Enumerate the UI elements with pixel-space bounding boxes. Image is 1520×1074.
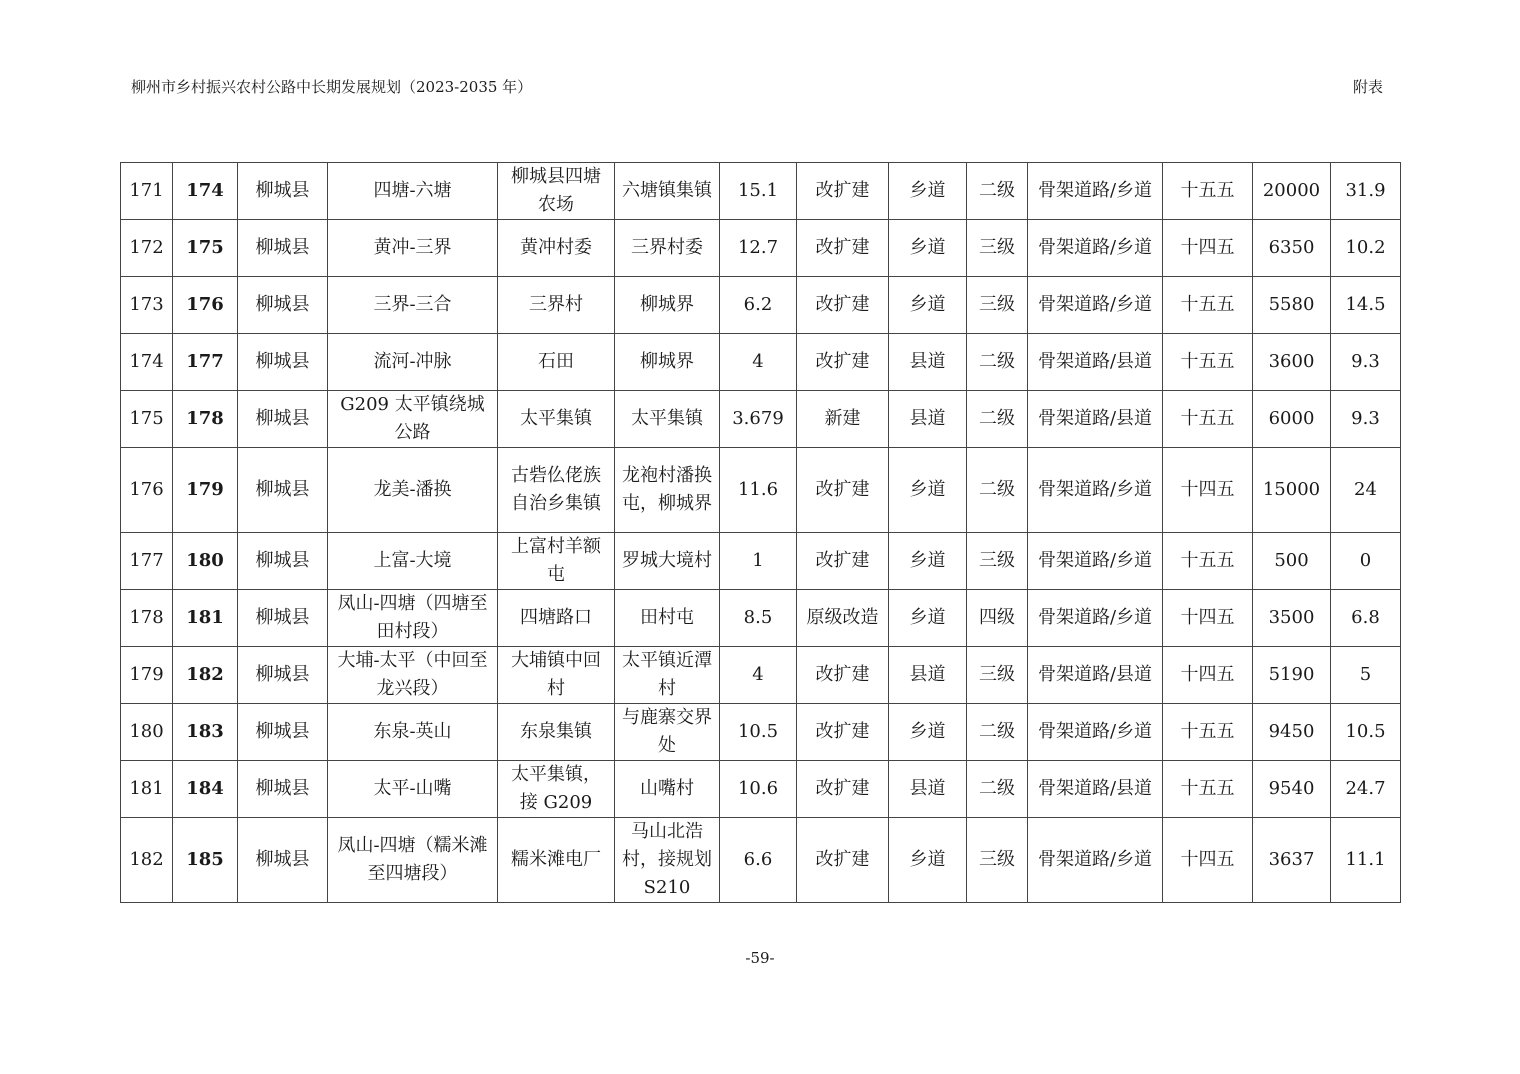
cell-plan-period: 十五五 <box>1163 277 1253 334</box>
cell-project-number: 185 <box>173 818 238 903</box>
cell-road-category: 骨架道路/乡道 <box>1028 704 1163 761</box>
cell-ratio: 24 <box>1331 448 1401 533</box>
cell-end-point: 马山北浩村，接规划 S210 <box>615 818 720 903</box>
cell-technical-grade: 二级 <box>967 448 1028 533</box>
table-row <box>121 334 1401 391</box>
table-row <box>121 448 1401 533</box>
cell-project-number: 180 <box>173 533 238 590</box>
cell-road-category: 骨架道路/乡道 <box>1028 533 1163 590</box>
cell-route-name: 凤山-四塘（四塘至田村段） <box>328 590 498 647</box>
cell-ratio: 31.9 <box>1331 163 1401 220</box>
cell-project-number: 177 <box>173 334 238 391</box>
cell-construction-type: 改扩建 <box>797 533 889 590</box>
cell-county: 柳城县 <box>238 391 328 448</box>
cell-start-point: 太平集镇，接 G209 <box>498 761 615 818</box>
cell-technical-grade: 三级 <box>967 647 1028 704</box>
cell-construction-type: 改扩建 <box>797 761 889 818</box>
cell-investment: 20000 <box>1253 163 1331 220</box>
cell-start-point: 三界村 <box>498 277 615 334</box>
cell-start-point: 大埔镇中回村 <box>498 647 615 704</box>
cell-technical-grade: 二级 <box>967 761 1028 818</box>
cell-technical-grade: 二级 <box>967 704 1028 761</box>
cell-investment: 500 <box>1253 533 1331 590</box>
cell-investment: 15000 <box>1253 448 1331 533</box>
cell-length: 6.6 <box>720 818 797 903</box>
cell-county: 柳城县 <box>238 704 328 761</box>
cell-start-point: 糯米滩电厂 <box>498 818 615 903</box>
cell-county: 柳城县 <box>238 761 328 818</box>
cell-admin-level: 县道 <box>889 391 967 448</box>
document-title: 柳州市乡村振兴农村公路中长期发展规划（2023-2035 年） <box>131 78 533 96</box>
cell-length: 10.6 <box>720 761 797 818</box>
cell-road-category: 骨架道路/乡道 <box>1028 818 1163 903</box>
table-row <box>121 163 1401 220</box>
cell-admin-level: 乡道 <box>889 163 967 220</box>
cell-admin-level: 县道 <box>889 761 967 818</box>
road-plan-table <box>120 162 1401 903</box>
cell-route-name: 三界-三合 <box>328 277 498 334</box>
cell-construction-type: 改扩建 <box>797 647 889 704</box>
cell-investment: 3500 <box>1253 590 1331 647</box>
cell-county: 柳城县 <box>238 448 328 533</box>
cell-ratio: 24.7 <box>1331 761 1401 818</box>
cell-investment: 6000 <box>1253 391 1331 448</box>
cell-serial: 173 <box>121 277 173 334</box>
cell-route-name: 流河-冲脉 <box>328 334 498 391</box>
cell-construction-type: 改扩建 <box>797 448 889 533</box>
table-row <box>121 277 1401 334</box>
cell-end-point: 田村屯 <box>615 590 720 647</box>
cell-investment: 6350 <box>1253 220 1331 277</box>
table-row <box>121 391 1401 448</box>
cell-investment: 3637 <box>1253 818 1331 903</box>
cell-length: 1 <box>720 533 797 590</box>
cell-end-point: 柳城界 <box>615 334 720 391</box>
cell-plan-period: 十四五 <box>1163 818 1253 903</box>
table-row <box>121 220 1401 277</box>
cell-end-point: 太平镇近潭村 <box>615 647 720 704</box>
cell-admin-level: 乡道 <box>889 590 967 647</box>
cell-construction-type: 新建 <box>797 391 889 448</box>
cell-road-category: 骨架道路/乡道 <box>1028 590 1163 647</box>
cell-start-point: 太平集镇 <box>498 391 615 448</box>
table-row <box>121 704 1401 761</box>
cell-serial: 179 <box>121 647 173 704</box>
cell-serial: 171 <box>121 163 173 220</box>
cell-project-number: 176 <box>173 277 238 334</box>
table-row <box>121 533 1401 590</box>
cell-road-category: 骨架道路/县道 <box>1028 334 1163 391</box>
cell-county: 柳城县 <box>238 533 328 590</box>
cell-project-number: 183 <box>173 704 238 761</box>
cell-plan-period: 十五五 <box>1163 391 1253 448</box>
cell-end-point: 柳城界 <box>615 277 720 334</box>
cell-county: 柳城县 <box>238 220 328 277</box>
cell-plan-period: 十五五 <box>1163 761 1253 818</box>
cell-admin-level: 乡道 <box>889 220 967 277</box>
table-row <box>121 818 1401 903</box>
cell-start-point: 黄冲村委 <box>498 220 615 277</box>
cell-ratio: 10.5 <box>1331 704 1401 761</box>
cell-serial: 181 <box>121 761 173 818</box>
cell-route-name: 大埔-太平（中回至龙兴段） <box>328 647 498 704</box>
cell-length: 15.1 <box>720 163 797 220</box>
table-row <box>121 761 1401 818</box>
cell-route-name: 东泉-英山 <box>328 704 498 761</box>
cell-road-category: 骨架道路/县道 <box>1028 391 1163 448</box>
section-label: 附表 <box>1352 78 1383 96</box>
cell-road-category: 骨架道路/乡道 <box>1028 448 1163 533</box>
cell-length: 12.7 <box>720 220 797 277</box>
cell-ratio: 11.1 <box>1331 818 1401 903</box>
cell-investment: 9540 <box>1253 761 1331 818</box>
cell-county: 柳城县 <box>238 277 328 334</box>
cell-construction-type: 改扩建 <box>797 277 889 334</box>
cell-construction-type: 改扩建 <box>797 818 889 903</box>
cell-length: 10.5 <box>720 704 797 761</box>
cell-road-category: 骨架道路/县道 <box>1028 647 1163 704</box>
cell-length: 8.5 <box>720 590 797 647</box>
cell-technical-grade: 三级 <box>967 220 1028 277</box>
cell-route-name: G209 太平镇绕城公路 <box>328 391 498 448</box>
cell-technical-grade: 二级 <box>967 163 1028 220</box>
cell-technical-grade: 二级 <box>967 391 1028 448</box>
cell-technical-grade: 三级 <box>967 277 1028 334</box>
cell-construction-type: 改扩建 <box>797 163 889 220</box>
cell-length: 4 <box>720 334 797 391</box>
cell-road-category: 骨架道路/县道 <box>1028 761 1163 818</box>
cell-investment: 5580 <box>1253 277 1331 334</box>
cell-ratio: 14.5 <box>1331 277 1401 334</box>
cell-technical-grade: 三级 <box>967 818 1028 903</box>
cell-admin-level: 乡道 <box>889 818 967 903</box>
cell-project-number: 179 <box>173 448 238 533</box>
cell-county: 柳城县 <box>238 334 328 391</box>
cell-end-point: 六塘镇集镇 <box>615 163 720 220</box>
cell-serial: 174 <box>121 334 173 391</box>
cell-investment: 5190 <box>1253 647 1331 704</box>
cell-technical-grade: 四级 <box>967 590 1028 647</box>
cell-construction-type: 改扩建 <box>797 704 889 761</box>
cell-ratio: 0 <box>1331 533 1401 590</box>
cell-serial: 176 <box>121 448 173 533</box>
cell-start-point: 石田 <box>498 334 615 391</box>
cell-project-number: 174 <box>173 163 238 220</box>
cell-length: 4 <box>720 647 797 704</box>
cell-plan-period: 十五五 <box>1163 704 1253 761</box>
cell-construction-type: 原级改造 <box>797 590 889 647</box>
cell-route-name: 太平-山嘴 <box>328 761 498 818</box>
cell-length: 6.2 <box>720 277 797 334</box>
table-body <box>121 163 1401 903</box>
cell-technical-grade: 二级 <box>967 334 1028 391</box>
cell-serial: 172 <box>121 220 173 277</box>
cell-county: 柳城县 <box>238 647 328 704</box>
cell-end-point: 罗城大境村 <box>615 533 720 590</box>
cell-project-number: 184 <box>173 761 238 818</box>
cell-project-number: 181 <box>173 590 238 647</box>
cell-ratio: 9.3 <box>1331 391 1401 448</box>
cell-route-name: 凤山-四塘（糯米滩至四塘段） <box>328 818 498 903</box>
cell-start-point: 上富村羊额屯 <box>498 533 615 590</box>
cell-ratio: 6.8 <box>1331 590 1401 647</box>
cell-end-point: 龙袍村潘换屯，柳城界 <box>615 448 720 533</box>
cell-start-point: 东泉集镇 <box>498 704 615 761</box>
cell-length: 3.679 <box>720 391 797 448</box>
cell-end-point: 山嘴村 <box>615 761 720 818</box>
cell-plan-period: 十四五 <box>1163 448 1253 533</box>
table-row <box>121 590 1401 647</box>
cell-length: 11.6 <box>720 448 797 533</box>
cell-construction-type: 改扩建 <box>797 334 889 391</box>
cell-ratio: 9.3 <box>1331 334 1401 391</box>
cell-project-number: 178 <box>173 391 238 448</box>
cell-route-name: 上富-大境 <box>328 533 498 590</box>
page-number: -59- <box>745 949 775 967</box>
cell-plan-period: 十五五 <box>1163 163 1253 220</box>
cell-project-number: 175 <box>173 220 238 277</box>
cell-construction-type: 改扩建 <box>797 220 889 277</box>
cell-admin-level: 县道 <box>889 334 967 391</box>
cell-start-point: 四塘路口 <box>498 590 615 647</box>
cell-technical-grade: 三级 <box>967 533 1028 590</box>
cell-investment: 9450 <box>1253 704 1331 761</box>
cell-project-number: 182 <box>173 647 238 704</box>
cell-route-name: 龙美-潘换 <box>328 448 498 533</box>
cell-plan-period: 十五五 <box>1163 533 1253 590</box>
cell-plan-period: 十四五 <box>1163 590 1253 647</box>
cell-county: 柳城县 <box>238 818 328 903</box>
cell-admin-level: 乡道 <box>889 704 967 761</box>
cell-county: 柳城县 <box>238 590 328 647</box>
cell-admin-level: 乡道 <box>889 533 967 590</box>
cell-serial: 177 <box>121 533 173 590</box>
cell-end-point: 与鹿寨交界处 <box>615 704 720 761</box>
cell-admin-level: 乡道 <box>889 448 967 533</box>
cell-end-point: 太平集镇 <box>615 391 720 448</box>
cell-admin-level: 乡道 <box>889 277 967 334</box>
cell-ratio: 10.2 <box>1331 220 1401 277</box>
cell-route-name: 四塘-六塘 <box>328 163 498 220</box>
cell-serial: 175 <box>121 391 173 448</box>
cell-investment: 3600 <box>1253 334 1331 391</box>
cell-admin-level: 县道 <box>889 647 967 704</box>
cell-plan-period: 十四五 <box>1163 220 1253 277</box>
cell-county: 柳城县 <box>238 163 328 220</box>
cell-road-category: 骨架道路/乡道 <box>1028 277 1163 334</box>
table-row <box>121 647 1401 704</box>
cell-end-point: 三界村委 <box>615 220 720 277</box>
cell-start-point: 柳城县四塘农场 <box>498 163 615 220</box>
cell-ratio: 5 <box>1331 647 1401 704</box>
cell-road-category: 骨架道路/乡道 <box>1028 220 1163 277</box>
cell-plan-period: 十五五 <box>1163 334 1253 391</box>
cell-road-category: 骨架道路/乡道 <box>1028 163 1163 220</box>
cell-serial: 180 <box>121 704 173 761</box>
cell-route-name: 黄冲-三界 <box>328 220 498 277</box>
cell-serial: 182 <box>121 818 173 903</box>
cell-start-point: 古砦仫佬族自治乡集镇 <box>498 448 615 533</box>
cell-serial: 178 <box>121 590 173 647</box>
cell-plan-period: 十四五 <box>1163 647 1253 704</box>
